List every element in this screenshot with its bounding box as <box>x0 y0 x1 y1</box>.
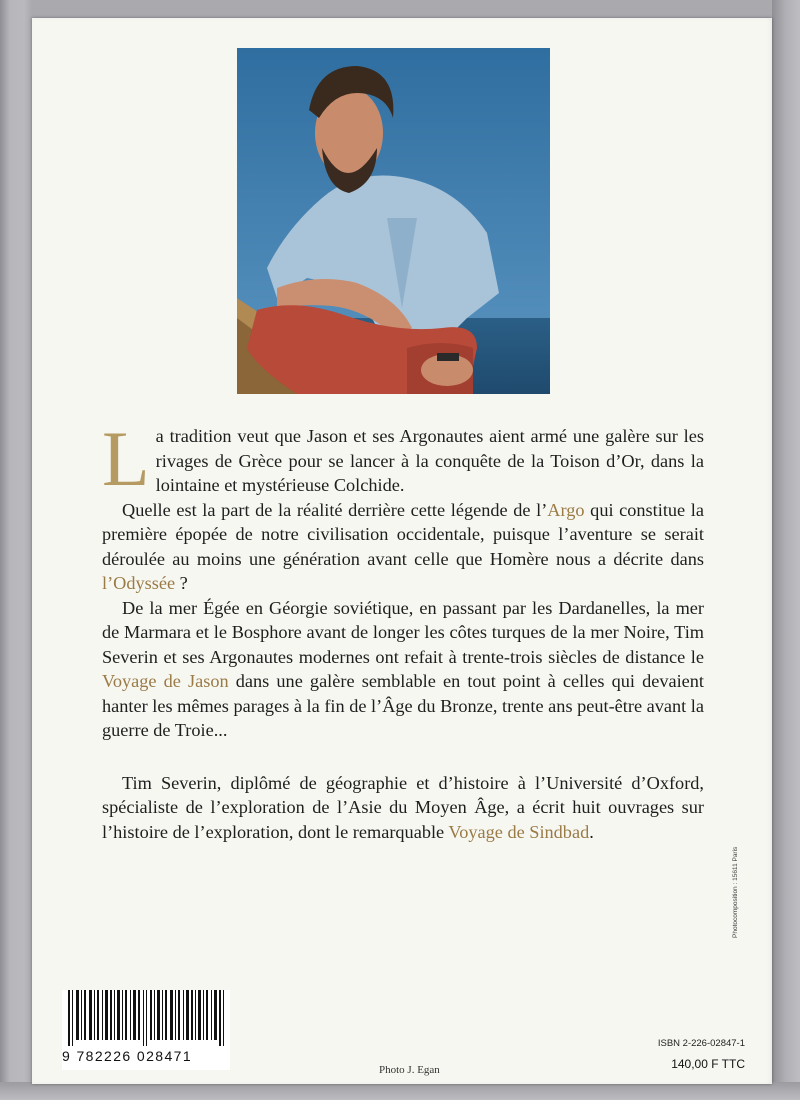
book-back-cover <box>32 18 772 1084</box>
paragraph-argo-after: ? <box>175 573 188 593</box>
table-surface-right <box>772 0 800 1100</box>
intro-paragraph <box>102 415 704 502</box>
odyssey-title: l’Odyssée <box>102 573 176 593</box>
paragraph-voyage <box>102 596 704 743</box>
intro-text: a tradition veut que Jason et ses Argonautes aient armé une galère sur les rivages de Grèce pour se lancer à la conquête de la Toison d’Or, dans la lointaine et mystérieuse Colchide. <box>155 426 704 495</box>
author-photo-illustration <box>237 48 550 394</box>
barcode <box>62 990 230 1070</box>
paragraph-voyage-after: dans une galère semblable en tout point à celles qui devaient hanter les mêmes parages à la fin de l’Âge du Bronze, trente ans peut-être avant la guerre de Troie... <box>102 671 705 740</box>
photo-credit: Photo J. Egan <box>379 1064 440 1076</box>
paragraph-voyage-before: De la mer Égée en Géorgie soviétique, en passant par les Dardanelles, la mer de Marmara et le Bosphore avant de longer les côtes turques de la mer Noire, Tim Severin et ses Argonautes modernes ont refait à trente-trois siècles de distance le <box>102 597 704 667</box>
author-bio <box>102 771 704 845</box>
paragraph-argo-before: Quelle est la part de la réalité derrière cette légende de l’ <box>122 499 548 520</box>
price: 140,00 F TTC <box>671 1057 745 1071</box>
author-bio-after: . <box>589 821 594 842</box>
isbn: ISBN 2-226-02847-1 <box>657 1038 745 1049</box>
paragraph-argo-middle: qui constitue la première épopée de notre civilisation occidentale, puisque l’aventure se serait déroulée au moins une génération avant celle que Homère nous a décrite dans <box>102 499 704 569</box>
sindbad-title: Voyage de Sindbad <box>448 821 590 842</box>
blurb-text <box>102 415 705 844</box>
barcode-number: 9 782226 028471 <box>62 1048 192 1064</box>
argo-title: Argo <box>547 499 585 520</box>
drop-cap: L <box>102 415 150 502</box>
author-photo <box>237 48 550 394</box>
printer-credit: Photocomposition : 15611 Paris <box>732 846 739 938</box>
author-bio-text: Tim Severin, diplômé de géographie et d’histoire à l’Université d’Oxford, spécialiste de l’exploration de l’Asie du Moyen Âge, a écrit huit ouvrages sur l’histoire de l’exploration, dont le remarquable <box>102 772 704 842</box>
voyage-jason-title: Voyage de Jason <box>102 671 229 691</box>
paragraph-argo <box>102 498 704 596</box>
table-surface-bottom <box>0 1082 800 1100</box>
barcode-bars <box>64 990 228 1046</box>
